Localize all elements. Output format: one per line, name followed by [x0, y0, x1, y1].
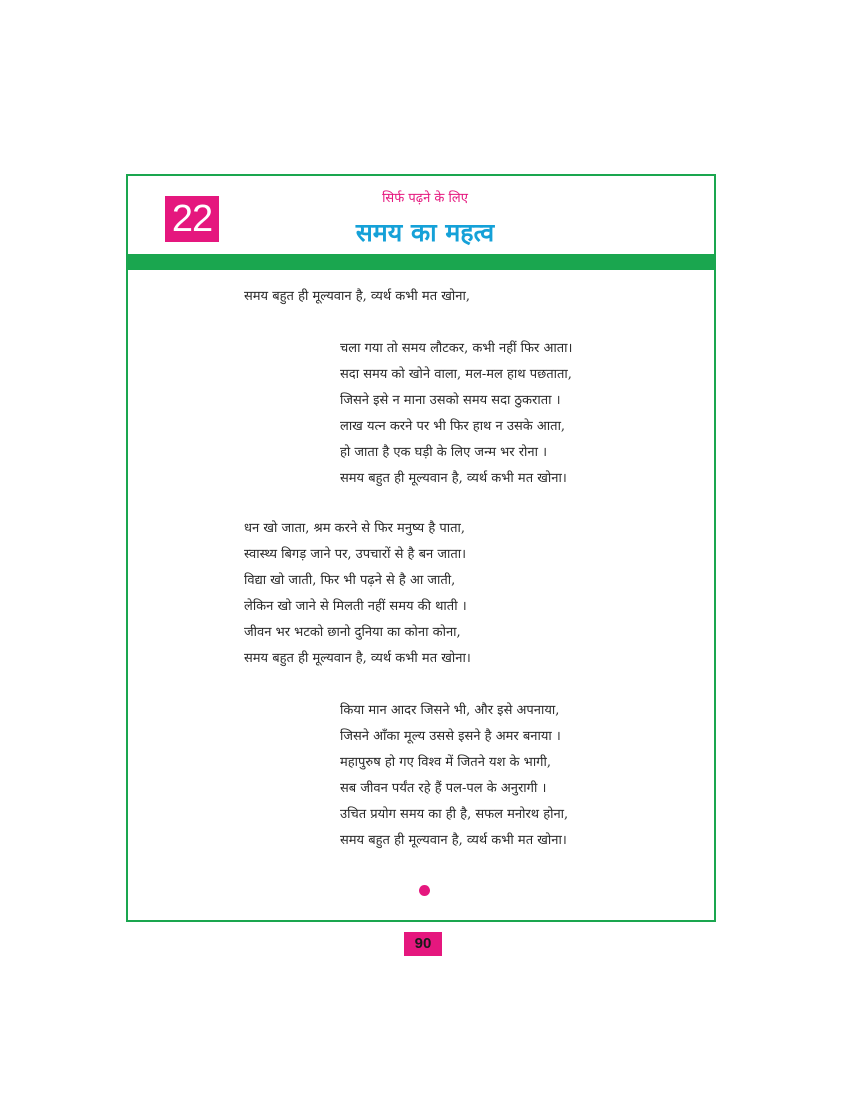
poem-line: लाख यत्न करने पर भी फिर हाथ न उसके आता,	[340, 419, 566, 434]
poem-stanza-3	[340, 698, 568, 854]
poem-line: जीवन भर भटको छानो दुनिया का कोना कोना,	[244, 625, 461, 640]
poem-line: समय बहुत ही मूल्यवान है, व्यर्थ कभी मत खोना।	[340, 471, 567, 486]
page-title: समय का महत्व	[355, 218, 495, 247]
poem-line: समय बहुत ही मूल्यवान है, व्यर्थ कभी मत खोना।	[244, 651, 471, 666]
poem-line: जिसने आँका मूल्य उससे इसने है अमर बनाया ।	[340, 729, 561, 744]
poem-line: धन खो जाता, श्रम करने से फिर मनुष्य है पाता,	[244, 521, 466, 536]
poem-line: किया मान आदर जिसने भी, और इसे अपनाया,	[340, 703, 560, 718]
header-divider-band	[128, 254, 714, 270]
section-subtitle: सिर्फ पढ़ने के लिए	[382, 191, 468, 206]
end-bullet-dot	[419, 885, 430, 896]
poem-line: उचित प्रयोग समय का ही है, सफल मनोरथ होना,	[340, 807, 569, 822]
poem-stanza-opening	[244, 284, 470, 310]
poem-line: विद्या खो जाती, फिर भी पढ़ने से है आ जाती,	[244, 573, 456, 588]
poem-line: चला गया तो समय लौटकर, कभी नहीं फिर आता।	[340, 341, 573, 356]
poem-line: हो जाता है एक घड़ी के लिए जन्म भर रोना ।	[340, 445, 548, 460]
poem-line: समय बहुत ही मूल्यवान है, व्यर्थ कभी मत खोना।	[340, 833, 567, 848]
poem-line: समय बहुत ही मूल्यवान है, व्यर्थ कभी मत खोना,	[244, 289, 470, 304]
chapter-number-badge: 22	[165, 196, 219, 242]
poem-line: महापुरुष हो गए विश्व में जितने यश के भागी,	[340, 755, 552, 770]
poem-stanza-2	[244, 516, 471, 672]
poem-line: स्वास्थ्य बिगड़ जाने पर, उपचारों से है बन जाता।	[244, 547, 467, 562]
poem-stanza-1	[340, 336, 572, 492]
poem-line: सदा समय को खोने वाला, मल-मल हाथ पछताता,	[340, 367, 572, 382]
page-number: 90	[404, 932, 442, 956]
poem-line: सब जीवन पर्यंत रहे हैं पल-पल के अनुरागी ।	[340, 781, 547, 796]
poem-line: लेकिन खो जाने से मिलती नहीं समय की थाती ।	[244, 599, 467, 614]
poem-line: जिसने इसे न माना उसको समय सदा ठुकराता ।	[340, 393, 561, 408]
